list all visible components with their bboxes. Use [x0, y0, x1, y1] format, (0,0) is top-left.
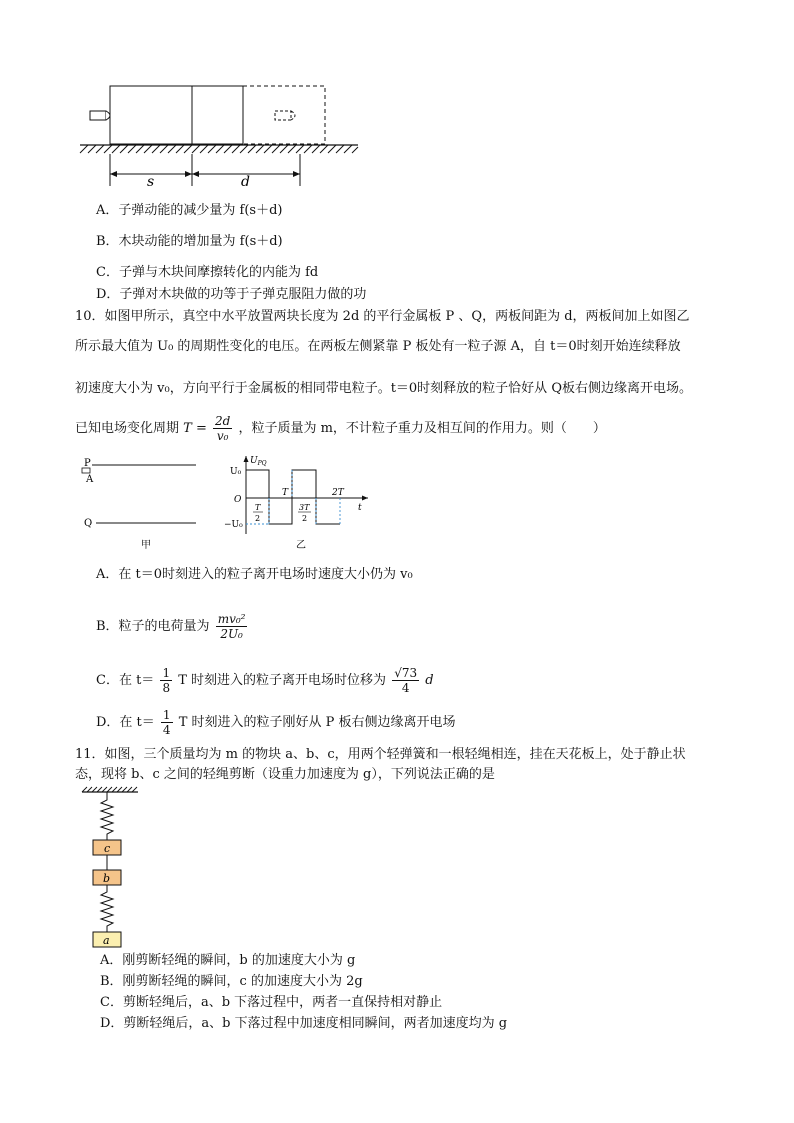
block-moved	[192, 86, 243, 144]
q11-option-b: B．刚剪断轻绳的瞬间，c 的加速度大小为 2g	[100, 974, 363, 989]
label-d: d	[241, 174, 250, 190]
ylabel-upq: $U_{PQ}$	[250, 456, 267, 467]
dashed-guides	[246, 470, 340, 524]
svg-text:a: a	[103, 934, 110, 947]
q11-line1: 11．如图，三个质量均为 m 的物块 a、b、c，用两个轻弹簧和一根轻绳相连，挂在天花板上，处于静止状	[75, 747, 686, 762]
q9-option-c: C．子弹与木块间摩擦转化的内能为 fd	[96, 265, 319, 280]
q9-option-a: A．子弹动能的减少量为 f(s＋d)	[96, 203, 283, 218]
q11-option-a: A．刚剪断轻绳的瞬间，b 的加速度大小为 g	[100, 953, 356, 968]
tick-half-den: 2	[255, 514, 261, 523]
origin-O: O	[234, 495, 242, 505]
tick-T2: 2T	[332, 488, 344, 498]
figure-yi	[222, 452, 372, 552]
q9-option-b: B．木块动能的增加量为 f(s＋d)	[96, 234, 283, 249]
q10-line2: 所示最大值为 U₀ 的周期性变化的电压。在两板左侧紧靠 P 板处有一粒子源 A，自 t＝0时刻开始连续释放	[75, 339, 681, 354]
q10-line3: 初速度大小为 v₀，方向平行于金属板的相同带电粒子。t＝0时刻释放的粒子恰好从 Q板右侧边缘离开电场。	[75, 381, 692, 396]
tick-3half-num: 3T	[299, 503, 310, 512]
bullet-block-figure	[70, 78, 370, 190]
q10-line1: 10．如图甲所示，真空中水平放置两块长度为 2d 的平行金属板 P 、Q，两板间距为 d，两板间加上如图乙	[75, 309, 690, 324]
block-final-dashed	[243, 86, 325, 144]
square-wave	[246, 470, 340, 524]
tick-U0: U₀	[230, 467, 242, 477]
spring-block-figure	[76, 786, 146, 950]
figure-jia	[72, 452, 212, 552]
bullet-icon	[90, 111, 110, 120]
tick-negU0: −U₀	[224, 520, 243, 530]
ceiling-hatch	[82, 787, 137, 792]
axis-t: t	[358, 503, 362, 513]
tick-half-num: T	[255, 503, 261, 512]
lower-spring-icon	[101, 885, 113, 932]
q10-option-b: B．粒子的电荷量为 $\frac{\text{mv₀²}}{\text{2U₀}}$	[96, 612, 246, 641]
label-A: A	[86, 474, 94, 485]
q11-option-c: C．剪断轻绳后，a、b 下落过程中，两者一直保持相对静止	[100, 995, 443, 1010]
q10-option-d: D．在 t＝ $\frac{1}{4}$ T 时刻进入的粒子刚好从 P 板右侧边缘离开电场	[96, 708, 456, 737]
q10-option-c: C．在 t＝ $\frac{1}{8}$ T 时刻进入的粒子离开电场时位移为 $\frac{√73}{4}$ d	[96, 666, 434, 695]
caption-yi: 乙	[296, 540, 306, 551]
label-s: s	[147, 174, 155, 190]
q10-line4: 已知电场变化周期 T = $\frac{2d}{\text{v₀}}$ ，粒子质量为 m，不计粒子重力及相互间的作用力。则（ ）	[75, 414, 606, 443]
ground-hatch	[80, 145, 358, 153]
caption-jia: 甲	[141, 540, 151, 551]
q10-option-a: A．在 t＝0时刻进入的粒子离开电场时速度大小仍为 v₀	[96, 567, 413, 582]
label-Q: Q	[84, 518, 93, 529]
block-initial	[110, 86, 192, 144]
q9-option-d: D．子弹对木块做的功等于子弹克服阻力做的功	[96, 287, 367, 302]
upper-spring-icon	[101, 792, 113, 840]
svg-text:c: c	[104, 842, 111, 855]
tick-T: T	[282, 488, 289, 498]
tick-3half-den: 2	[302, 514, 308, 523]
label-P: P	[84, 458, 91, 469]
svg-text:b: b	[103, 872, 111, 885]
q11-option-d: D．剪断轻绳后，a、b 下落过程中加速度相同瞬间，两者加速度均为 g	[100, 1016, 508, 1031]
q11-line2: 态，现将 b、c 之间的轻绳剪断（设重力加速度为 g），下列说法正确的是	[75, 767, 495, 782]
